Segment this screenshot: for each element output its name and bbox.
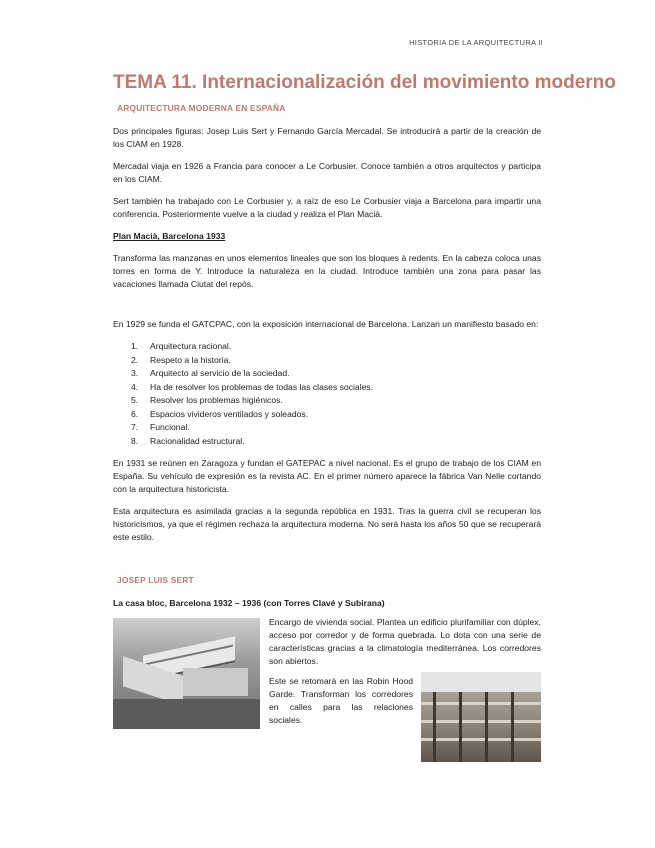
column-shape xyxy=(485,692,488,762)
subheading-casa-bloc: La casa bloc, Barcelona 1932 – 1936 (con Torres Clavé y Subirana) xyxy=(113,597,385,608)
paragraph: Sert también ha trabajado con Le Corbusier y, a raíz de eso Le Corbusier viaja a Barcelona para impartir una conferencia. Posteriormente vuelve a la ciudad y realiza el Plan Macià. xyxy=(113,196,541,219)
list-item xyxy=(113,394,541,407)
building-shape xyxy=(183,668,248,696)
section-heading-josep-luis-sert: JOSEP LUIS SERT xyxy=(117,574,194,585)
list-text: Respeto a la historia. xyxy=(150,354,231,365)
list-item xyxy=(113,354,541,367)
railing-shape xyxy=(421,702,541,705)
ground-shape xyxy=(113,699,260,729)
railing-shape xyxy=(421,738,541,741)
list-text: Espacios vivideros ventilados y soleados. xyxy=(150,408,309,419)
list-number: 2. xyxy=(131,354,139,365)
casa-bloc-figure-row xyxy=(113,618,541,768)
list-item xyxy=(113,421,541,434)
list-item xyxy=(113,340,541,353)
list-text: Arquitectura racional. xyxy=(150,341,232,351)
manifesto-list xyxy=(113,340,541,448)
paragraph: En 1931 se reúnen en Zaragoza y fundan el GATEPAC a nivel nacional. Es el grupo de trabajo de los CIAM en España. Su vehículo de expresión es la revista AC. En el primer número aparece la fábrica Van Nelle cortando con la arquitectura historicista. xyxy=(113,457,541,494)
column-shape xyxy=(511,692,514,762)
page-title: TEMA 11. Internacionalización del movimiento moderno xyxy=(113,72,616,93)
paragraph: Mercadal viaja en 1926 a Francia para conocer a Le Corbusier. Conoce también a otros arquitectos y participa en los CIAM. xyxy=(113,161,541,184)
section-heading-arquitectura-moderna: ARQUITECTURA MODERNA EN ESPAÑA xyxy=(117,103,286,113)
list-item xyxy=(113,381,541,394)
list-item xyxy=(113,408,541,421)
paragraph: Esta arquitectura es asimilada gracias a la segunda república en 1931. Tras la guerra civil se recuperan los historicismos, ya que el régimen rechaza la arquitectura moderna. No será hasta los años 50 que se recuperará este estilo. xyxy=(113,505,541,542)
running-header: HISTORIA DE LA ARQUITECTURA II xyxy=(409,38,543,47)
paragraph: Transforma las manzanas en unos elementos lineales que son los bloques à redents. En la cabeza coloca unas torres en forma de Y. Introduce la naturaleza en la ciudad. Introduce también una zona para pasar las vacaciones llamada Ciutat del repòs. xyxy=(113,253,541,289)
list-text: Resolver los problemas higiénicos. xyxy=(150,395,283,405)
list-text: Ha de resolver los problemas de todas las clases sociales. xyxy=(150,381,374,392)
list-number: 1. xyxy=(131,341,139,351)
list-item xyxy=(113,367,541,380)
content-body xyxy=(113,102,541,768)
railing-shape xyxy=(421,720,541,723)
list-text: Funcional. xyxy=(150,422,190,432)
list-text: Racionalidad estructural. xyxy=(150,435,245,446)
list-number: 3. xyxy=(131,368,139,378)
spacer xyxy=(113,300,541,318)
column-shape xyxy=(459,692,462,762)
sky-shape xyxy=(421,672,541,692)
list-number: 6. xyxy=(131,408,139,419)
list-number: 7. xyxy=(131,422,139,432)
subheading-plan-macia: Plan Macià, Barcelona 1933 xyxy=(113,231,226,241)
casa-bloc-aerial-photo xyxy=(113,618,260,729)
paragraph: Dos principales figuras: Josep Luis Sert y Fernando García Mercadal. Se introducirá a partir de la creación de los CIAM en 1928. xyxy=(113,126,541,149)
list-item xyxy=(113,435,541,448)
paragraph: En 1929 se funda el GATCPAC, con la exposición internacional de Barcelona. Lanzan un manifiesto basado en: xyxy=(113,319,539,329)
list-text: Arquitecto al servicio de la sociedad. xyxy=(150,368,290,378)
casa-bloc-robin-hood-note: Este se retomará en las Robin Hood Garde. Transforman los corredores en calles para las relaciones sociales. xyxy=(269,675,413,725)
list-number: 5. xyxy=(131,395,139,405)
casa-bloc-description: Encargo de vivienda social. Plantea un edificio plurifamiliar con dúplex, acceso por corredor y de forma quebrada. Lo dota con una serie de características gracias a la climatología mediterránea. Los corredores son abiertos. xyxy=(269,616,541,666)
column-shape xyxy=(433,692,436,762)
list-number: 4. xyxy=(131,381,139,392)
casa-bloc-corridor-photo xyxy=(421,672,541,762)
list-number: 8. xyxy=(131,435,139,446)
